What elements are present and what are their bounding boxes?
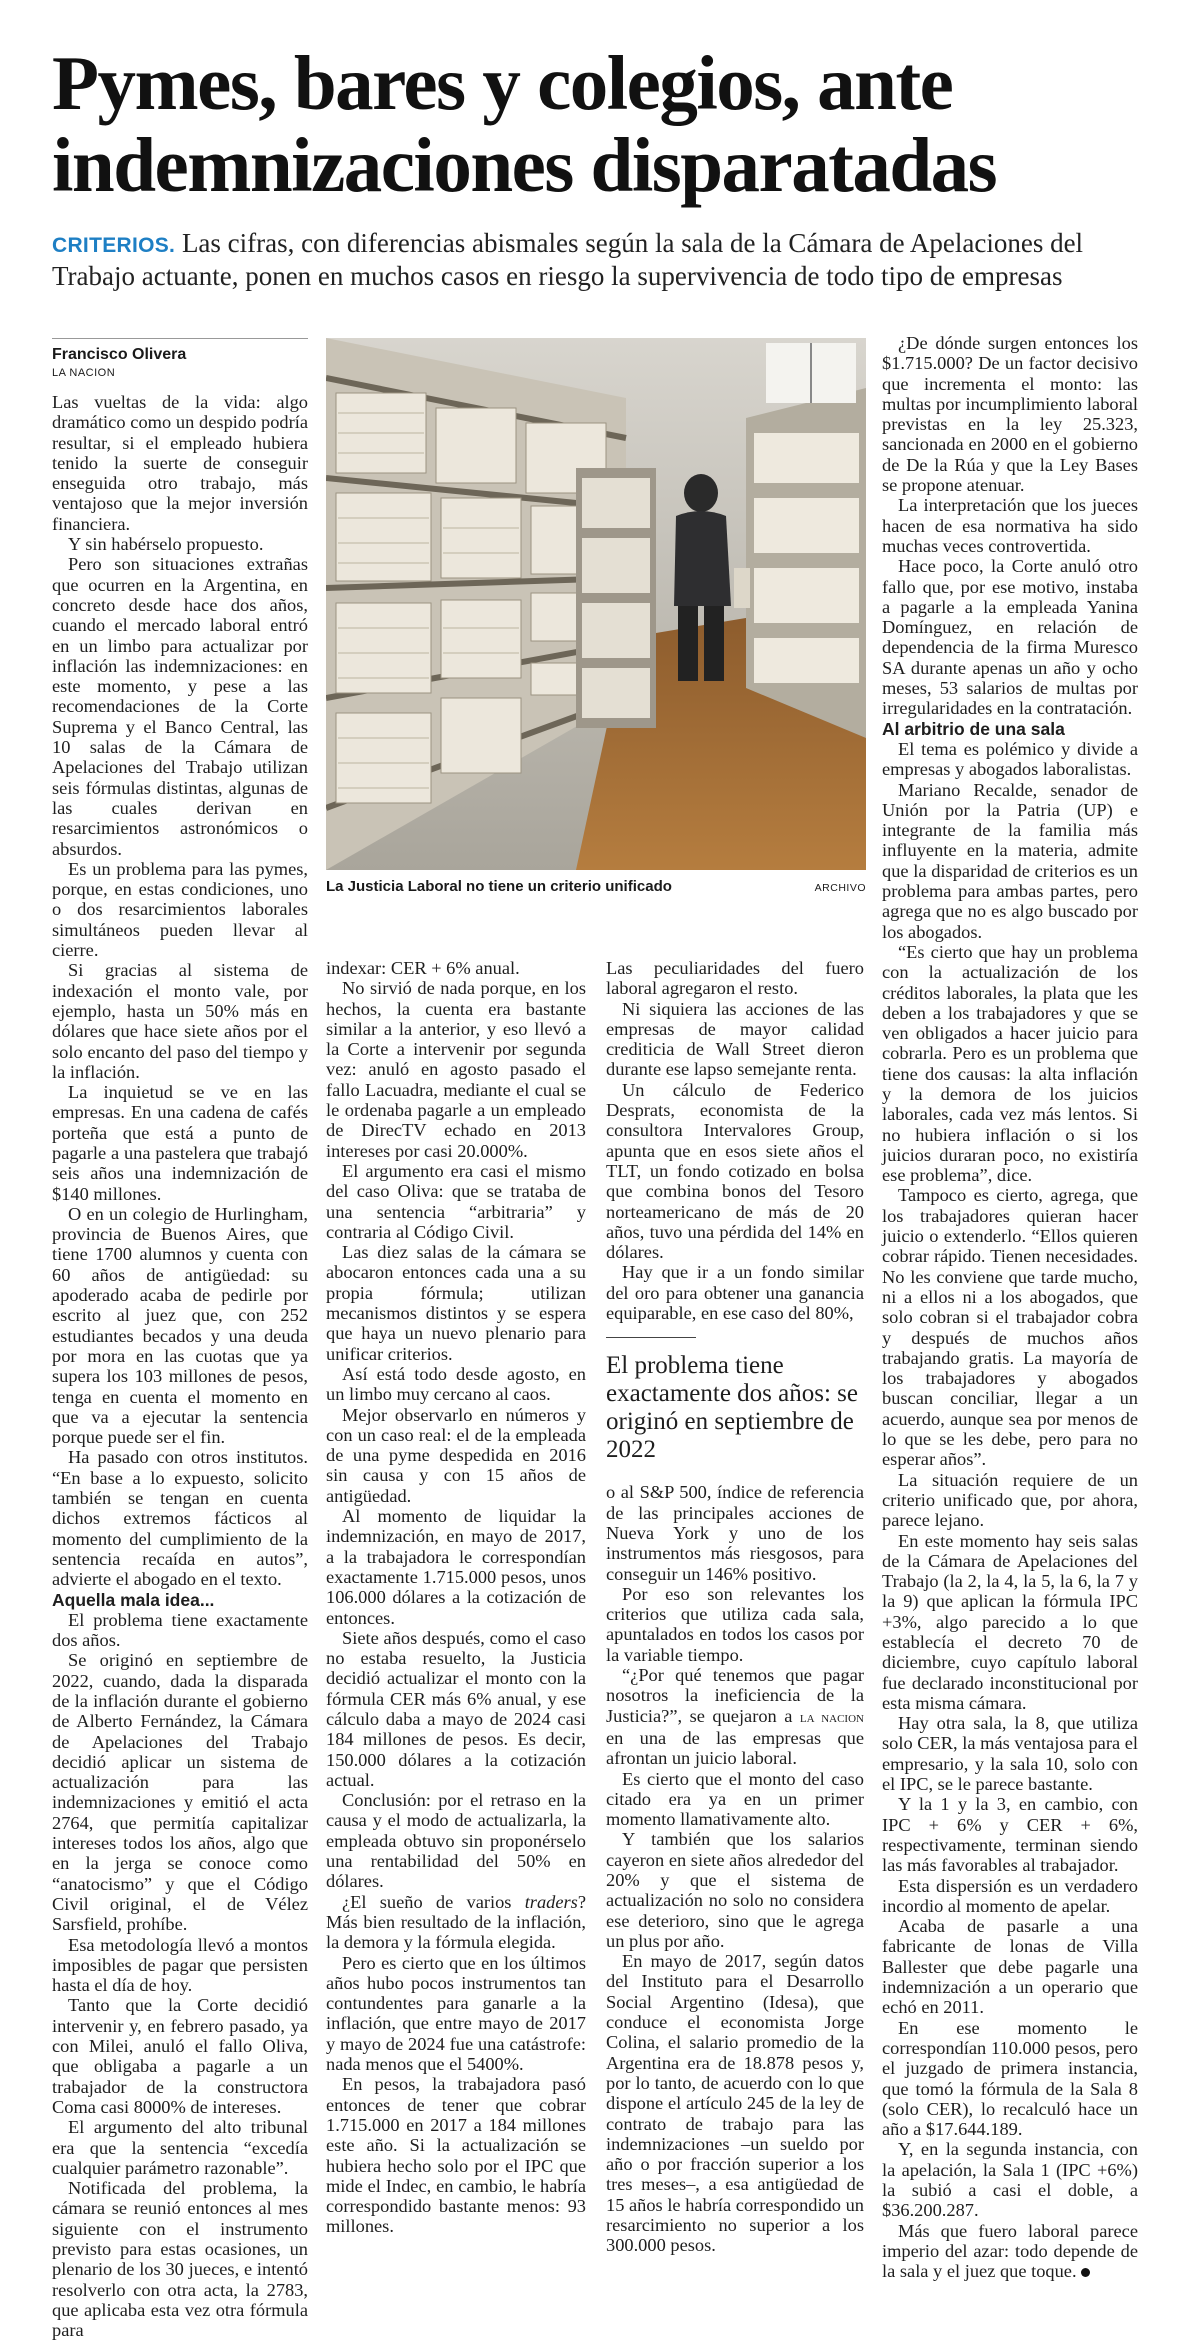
author-rule: [52, 338, 308, 339]
paragraph: La inquietud se ve en las empresas. En una cadena de cafés porteña que está a punto de pagarle a una pastelera que trabajó seis años una indemnización de $140 millones.: [52, 1082, 308, 1204]
paragraph: Notificada del problema, la cámara se reunió entonces al mes siguiente con el instrumento previsto para estas ocasiones, un plenario de los 30 jueces, e intentó resolverlo con otra acta, la 2783, que aplicaba esta vez otra fórmula para: [52, 2178, 308, 2341]
paragraph: indexar: CER + 6% anual.: [326, 958, 520, 978]
paragraph: El argumento del alto tribunal era que la sentencia “excedía cualquier parámetro razonable”.: [52, 2117, 308, 2178]
paragraph: Pero son situaciones extrañas que ocurren en la Argentina, en concreto desde hace dos años, cuando el mercado laboral entró en un limbo para actualizar por inflación las indemnizaciones: en este momento, y pese a las recomendaciones de la Corte Suprema y el Banco Central, las 10 salas de la Cámara de Apelaciones del Trabajo utilizan seis fórmulas distintas, algunas de las cuales derivan en resarcimientos astronómicos o absurdos.: [52, 554, 308, 859]
paragraph: Mariano Recalde, senador de Unión por la Patria (UP) e integrante de la familia más influyente en la materia, admite que la disparidad de criterios es un problema para ambas partes, pero agrega que no es algo buscado por los abogados.: [882, 779, 1138, 942]
text-run: Más que fuero laboral parece imperio del azar: todo depende de la sala y el juez que toque.: [882, 2220, 1138, 2282]
text-run: ? Más bien resultado de la inflación, la demora y la fórmula elegida.: [326, 1891, 586, 1953]
newspaper-name: la nacion: [799, 1709, 864, 1726]
paragraph: Las diez salas de la cámara se abocaron entonces cada una a su propia fórmula; utilizan mecanismos distintos y se espera que haya un nuevo plenario para unificar criterios.: [326, 1242, 586, 1364]
paragraph: Se originó en septiembre de 2022, cuando, dada la disparada de la inflación durante el gobierno de Alberto Fernández, la Cámara de Apelaciones del Trabajo decidió aplicar un sistema de actualización para las indemnizaciones y emitió el acta 2764, que permitía capitalizar intereses todos los años, algo que en la jerga se conoce como “anatocismo” y que el Código Civil original, el de Vélez Sarsfield, prohíbe.: [52, 1650, 308, 1935]
text-run: “¿Por qué tenemos que pagar nosotros la ineficiencia de la Justicia?”, se quejaron a: [606, 1665, 864, 1726]
text-run: ¿El sueño de varios: [342, 1891, 525, 1912]
text-run: en una de las empresas que afrontan un juicio laboral.: [606, 1727, 864, 1769]
paragraph: o al S&P 500, índice de referencia de las principales acciones de Nueva York y uno de los instrumentos más riesgosos, para conseguir un 146% positivo.: [606, 1482, 864, 1584]
paragraph: La interpretación que los jueces hacen de esa normativa ha sido muchas veces controvertida.: [882, 495, 1138, 556]
paragraph: Es un problema para las pymes, porque, en estas condiciones, uno o dos resarcimientos laborales simultáneos pueden llevar al cierre.: [52, 858, 308, 961]
paragraph: Tanto que la Corte decidió intervenir y, en febrero pasado, ya con Milei, anuló el fallo Oliva, que obligaba a pagarle a un trabajador de la constructora Coma casi 8000% de intereses.: [52, 1995, 308, 2117]
paragraph: Ha pasado con otros institutos. “En base a lo expuesto, solicito también se tengan en cuenta dichos extremos fácticos al momento del cumplimiento de la sentencia recaída en autos”, advierte el abogado en el texto.: [52, 1447, 308, 1590]
paragraph: Hay que ir a un fondo similar del oro para obtener una ganancia equiparable, en ese caso del 80%,: [606, 1262, 864, 1324]
paragraph: ¿De dónde surgen entonces los $1.715.000? De un factor decisivo que incrementa el monto: las multas por incumplimiento laboral previstas en la ley 25.323, sancionada en 2000 en el gobierno de De la Rúa y que la Ley Bases se propone atenuar.: [882, 333, 1138, 496]
photo-credit: ARCHIVO: [814, 882, 866, 894]
emphasis: traders: [524, 1891, 578, 1912]
paragraph: Conclusión: por el retraso en la causa y el modo de actualizarla, la empleada obtuvo sin proponérselo una rentabilidad del 50% en dólares.: [326, 1790, 586, 1892]
pull-quote-rule: [606, 1337, 696, 1338]
paragraph: La situación requiere de un criterio unificado que, por ahora, parece lejano.: [882, 1469, 1138, 1531]
paragraph: Hay otra sala, la 8, que utiliza solo CER, la más ventajosa para el empresario, y la sala 10, solo con el IPC, se le parece bastante.: [882, 1713, 1138, 1795]
paragraph: Acaba de pasarle a una fabricante de lonas de Villa Ballester que debe pagarle una indemnización a un operario que echó en 2011.: [882, 1916, 1138, 2018]
subheading: Aquella mala idea...: [52, 1589, 215, 1610]
column-3: [606, 958, 864, 2256]
byline-author: Francisco Olivera: [52, 346, 187, 363]
paragraph: En mayo de 2017, según datos del Instituto para el Desarrollo Social Argentino (Idesa), que conduce el economista Jorge Colina, el salario promedio de la Argentina era de 18.878 pesos y, por lo tanto, de acuerdo con lo que dispone el artículo 245 de la ley de contrato de trabajo para las indemnizaciones –un sueldo por año o por fracción superior a los tres meses–, a esa antigüedad de 15 años le habría correspondido un resarcimiento no superior a los 300.000 pesos.: [606, 1951, 864, 2256]
paragraph: Por eso son relevantes los criterios que utiliza cada sala, apuntalados en todos los casos por la variable tiempo.: [606, 1583, 864, 1665]
paragraph: Si gracias al sistema de indexación el monto vale, por ejemplo, hasta un 50% más en dólares que hace siete años por el solo encanto del paso del tiempo y la inflación.: [52, 960, 308, 1082]
photo-caption: La Justicia Laboral no tiene un criterio unificado: [326, 878, 672, 895]
paragraph: [882, 2221, 1138, 2282]
paragraph: Las vueltas de la vida: algo dramático como un despido podría resultar, si el empleado hubiera tenido la suerte de conseguir enseguida otro trabajo, más ventajoso que la mejor inversión financiera.: [52, 392, 308, 534]
paragraph: Un cálculo de Federico Desprats, economista de la consultora Intervalores Group, apunta que en esos siete años el TLT, un fondo cotizado en bolsa que combina bonos del Tesoro norteamericano de más de 20 años, tuvo una pérdida del 14% en dólares.: [606, 1079, 864, 1263]
paragraph: O en un colegio de Hurlingham, provincia de Buenos Aires, que tiene 1700 alumnos y cuenta con 60 años de antigüedad: su apoderado acaba de pedirle por escrito al juez que, con 252 estudiantes becados y una deuda por mora en las cuotas que ya supera los 103 millones de pesos, tenga en cuenta el momento en que va a ejecutar la sentencia porque puede ser el fin.: [52, 1203, 308, 1448]
end-mark-icon: [1081, 2268, 1090, 2277]
paragraph: “Es cierto que hay un problema con la actualización de los créditos laborales, la plata que les deben a los trabajadores y que se ven obligados a hacer juicio para cobrarla. Pero es un problema que tiene dos causas: la alta inflación y la demora de los juicios laborales, cada vez más lentos. Si no hubiera inflación o si los juicios duraran poco, no existiría ese problema”, dice.: [882, 941, 1138, 1186]
deck-kicker: CRITERIOS.: [52, 234, 176, 257]
paragraph: Siete años después, como el caso no estaba resuelto, la Justicia decidió actualizar el monto con la fórmula CER más 6% anual, y ese cálculo daba a mayo de 2024 casi 184 millones de pesos. Es decir, 150.000 dólares a la cotización actual.: [326, 1627, 586, 1790]
paragraph: Hace poco, la Corte anuló otro fallo que, por ese motivo, instaba a pagarle a la empleada Yanina Domínguez, en relación de dependencia de la firma Muresco SA durante apenas un año y ocho meses, 53 salarios de multas por irregularidades en la contratación.: [882, 556, 1138, 719]
paragraph: Y también que los salarios cayeron en siete años alrededor del 20% y que el sistema de actualización no solo no considera ese deterioro, sino que le agrega un plus por año.: [606, 1829, 864, 1951]
byline-source: LA NACION: [52, 367, 116, 379]
archive-photo: [326, 338, 866, 870]
headline: Pymes, bares y colegios, ante indemnizaciones disparatadas: [52, 40, 997, 208]
paragraph: Y sin habérselo propuesto.: [68, 534, 264, 555]
paragraph: En pesos, la trabajadora pasó entonces de tener que cobrar 1.715.000 en 2017 a 184 millones este año. Si la actualización se hubiera hecho solo por el IPC que mide el Indec, en cambio, le habría correspondido bastante menos: 93 millones.: [326, 2074, 586, 2237]
subheading: Al arbitrio de una sala: [882, 718, 1065, 739]
pull-quote: El problema tiene exactamente dos años: se originó en septiembre de 2022: [606, 1352, 858, 1464]
archive-shelves-illustration: [326, 338, 866, 870]
paragraph: Y, en la segunda instancia, con la apelación, la Sala 1 (IPC +6%) la subió a casi el doble, a $36.200.287.: [882, 2139, 1138, 2221]
paragraph: Pero es cierto que en los últimos años hubo pocos instrumentos tan contundentes para ganarle a la inflación, que entre mayo de 2017 y mayo de 2024 fue una catástrofe: nada menos que el 5400%.: [326, 1952, 586, 2075]
paragraph: [606, 1665, 864, 1768]
paragraph: Las peculiaridades del fuero laboral agregaron el resto.: [606, 958, 864, 999]
paragraph: Y la 1 y la 3, en cambio, con IPC + 6% y CER + 6%, respectivamente, terminan siendo las más favorables al trabajador.: [882, 1794, 1138, 1876]
paragraph: Ni siquiera las acciones de las empresas de mayor calidad crediticia de Wall Street dieron durante ese lapso semejante renta.: [606, 998, 864, 1080]
deck-text: Las cifras, con diferencias abismales según la sala de la Cámara de Apelaciones del Trabajo actuante, ponen en muchos casos en riesgo la supervivencia de todo tipo de empresas: [52, 228, 1084, 291]
paragraph: Mejor observarlo en números y con un caso real: el de la empleada de una pyme despedida en 2016 sin causa y con 15 años de antigüedad.: [326, 1404, 586, 1506]
paragraph: Al momento de liquidar la indemnización, en mayo de 2017, a la trabajadora le correspondían exactamente 1.715.000 pesos, unos 106.000 dólares a la cotización de entonces.: [326, 1506, 586, 1628]
paragraph: En este momento hay seis salas de la Cámara de Apelaciones del Trabajo (la 2, la 4, la 5, la 6, la 7 y la 9) que aplican la fórmula IPC +3%, algo parecido a lo que establecía el decreto 70 de diciembre, cuyo capítulo laboral fue declarado inconstitucional por esta misma cámara.: [882, 1530, 1138, 1713]
paragraph: En ese momento le correspondían 110.000 pesos, pero el juzgado de primera instancia, que tomó la fórmula de la Sala 8 (solo CER), lo recalculó hace un año a $17.644.189.: [882, 2017, 1138, 2140]
column-1: [52, 392, 308, 2341]
paragraph: El problema tiene exactamente dos años.: [52, 1609, 308, 1651]
paragraph: [326, 1892, 586, 1953]
paragraph: Tampoco es cierto, agrega, que los trabajadores quieran hacer juicio o extenderlo. “Ellos quieren cobrar rápido. Tienen necesidades. No les conviene que tarde mucho, ni a ellos ni a los abogados, que solo cobran si el trabajador cobra y después de muchos años trabajando gratis. La mayoría de los trabajadores y abogados buscan conciliar, llegar a un acuerdo, aunque sea por menos de lo que se les debe, pero para no esperar años”.: [882, 1185, 1138, 1470]
paragraph: Es cierto que el monto del caso citado era ya en un primer momento llamativamente alto.: [606, 1768, 864, 1830]
paragraph: El tema es polémico y divide a empresas y abogados laboralistas.: [882, 738, 1138, 780]
paragraph: El argumento era casi el mismo del caso Oliva: que se trataba de una sentencia “arbitraria” y contraria al Código Civil.: [326, 1160, 586, 1242]
paragraph: Esta dispersión es un verdadero incordio al momento de apelar.: [882, 1875, 1138, 1916]
paragraph: Así está todo desde agosto, en un limbo muy cercano al caos.: [326, 1363, 586, 1405]
deck: [52, 228, 1142, 292]
column-2: [326, 958, 586, 2237]
paragraph: Esa metodología llevó a montos imposibles de pagar que persisten hasta el día de hoy.: [52, 1934, 308, 1996]
column-4: [882, 333, 1138, 2282]
paragraph: No sirvió de nada porque, en los hechos, la cuenta era bastante similar a la anterior, y eso llevó a la Corte a intervenir por segunda vez: anuló en agosto pasado el fallo Lacuadra, mediante el cual se le ordenaba pagarle a un empleado de DirecTV echado en 2013 intereses por casi 20.000%.: [326, 978, 586, 1161]
